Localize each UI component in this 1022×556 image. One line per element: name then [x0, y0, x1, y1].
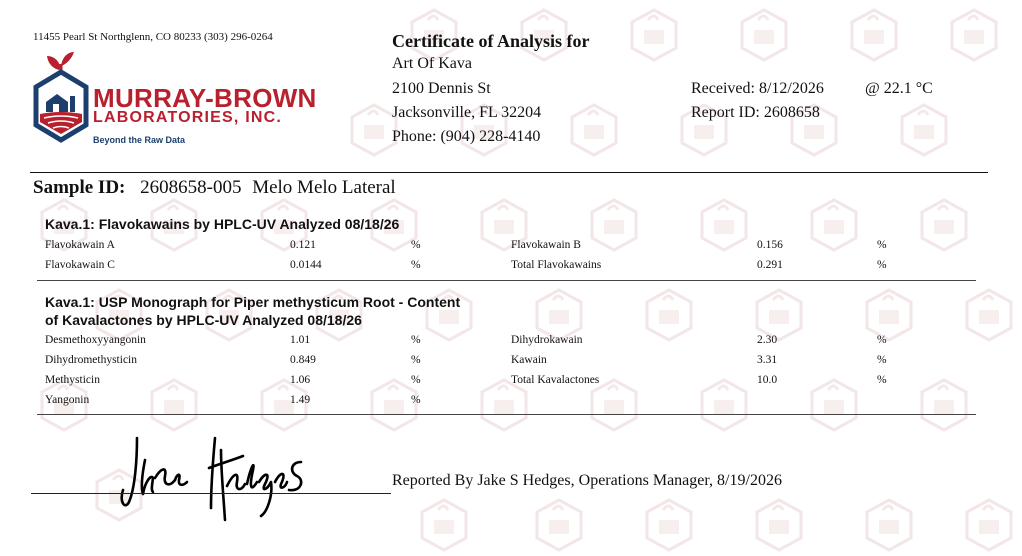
analyte-value: 10.0: [757, 374, 778, 386]
lab-logo-icon: [30, 50, 92, 148]
section-title-line1: Kava.1: USP Monograph for Piper methysticum Root - Content: [45, 294, 461, 310]
analyte-value: 0.121: [290, 239, 316, 251]
client-city: Jacksonville, FL 32204: [392, 104, 542, 121]
analyte-unit: %: [411, 334, 421, 346]
analyte-unit: %: [877, 354, 887, 366]
analyte-name: Dihydrokawain: [511, 334, 583, 346]
analyte-unit: %: [877, 239, 887, 251]
client-street: 2100 Dennis St: [392, 80, 491, 97]
analyte-name: Flavokawain B: [511, 239, 581, 251]
sample-id-line: [33, 177, 396, 199]
analyte-value: 0.291: [757, 259, 783, 271]
analyte-unit: %: [877, 334, 887, 346]
analyte-value: 0.156: [757, 239, 783, 251]
handwritten-signature: [115, 430, 315, 525]
analyte-value: 1.06: [290, 374, 311, 386]
report-id: Report ID: 2608658: [691, 104, 820, 121]
table-end-divider: [37, 414, 976, 415]
logo-wordmark-line1: MURRAY-BROWN: [93, 83, 317, 113]
logo-wordmark-line2: LABORATORIES, INC.: [93, 109, 283, 126]
sample-id-label: Sample ID:: [33, 177, 126, 198]
sample-id-value: 2608658-005: [140, 177, 242, 198]
analyte-unit: %: [411, 374, 421, 386]
section-title: Kava.1: Flavokawains by HPLC-UV Analyzed 08/18/26: [45, 216, 400, 232]
analyte-unit: %: [411, 354, 421, 366]
lab-address: 11455 Pearl St Northglenn, CO 80233 (303) 296-0264: [33, 31, 273, 43]
analyte-unit: %: [877, 374, 887, 386]
client-phone: Phone: (904) 228-4140: [392, 128, 541, 145]
analyte-unit: %: [411, 239, 421, 251]
analyte-name: Flavokawain C: [45, 259, 115, 271]
analyte-unit: %: [411, 259, 421, 271]
section-title-line2: of Kavalactones by HPLC-UV Analyzed 08/18/26: [45, 312, 362, 328]
analyte-name: Yangonin: [45, 394, 90, 406]
analyte-name: Desmethoxyyangonin: [45, 334, 146, 346]
certificate-title: Certificate of Analysis for: [392, 31, 590, 51]
logo-tagline: Beyond the Raw Data: [93, 135, 186, 145]
analyte-name: Methysticin: [45, 374, 100, 386]
signature-line: [31, 493, 391, 494]
analyte-name: Total Flavokawains: [511, 259, 602, 271]
received-temperature: @ 22.1 °C: [865, 80, 933, 97]
reported-by: Reported By Jake S Hedges, Operations Manager, 8/19/2026: [392, 472, 782, 489]
analyte-name: Kawain: [511, 354, 547, 366]
analyte-value: 0.0144: [290, 259, 322, 271]
analyte-value: 1.01: [290, 334, 311, 346]
received-date: Received: 8/12/2026: [691, 80, 824, 97]
analyte-value: 0.849: [290, 354, 316, 366]
analyte-name: Dihydromethysticin: [45, 354, 137, 366]
analyte-unit: %: [877, 259, 887, 271]
analyte-value: 2.30: [757, 334, 778, 346]
client-name: Art Of Kava: [392, 55, 472, 72]
analyte-value: 1.49: [290, 394, 311, 406]
analyte-name: Total Kavalactones: [511, 374, 600, 386]
analyte-unit: %: [411, 394, 421, 406]
analyte-value: 3.31: [757, 354, 778, 366]
section-divider: [37, 280, 976, 281]
lab-logo: [30, 50, 340, 150]
analyte-name: Flavokawain A: [45, 239, 115, 251]
sample-name: Melo Melo Lateral: [252, 177, 396, 198]
header-divider: [30, 172, 988, 173]
